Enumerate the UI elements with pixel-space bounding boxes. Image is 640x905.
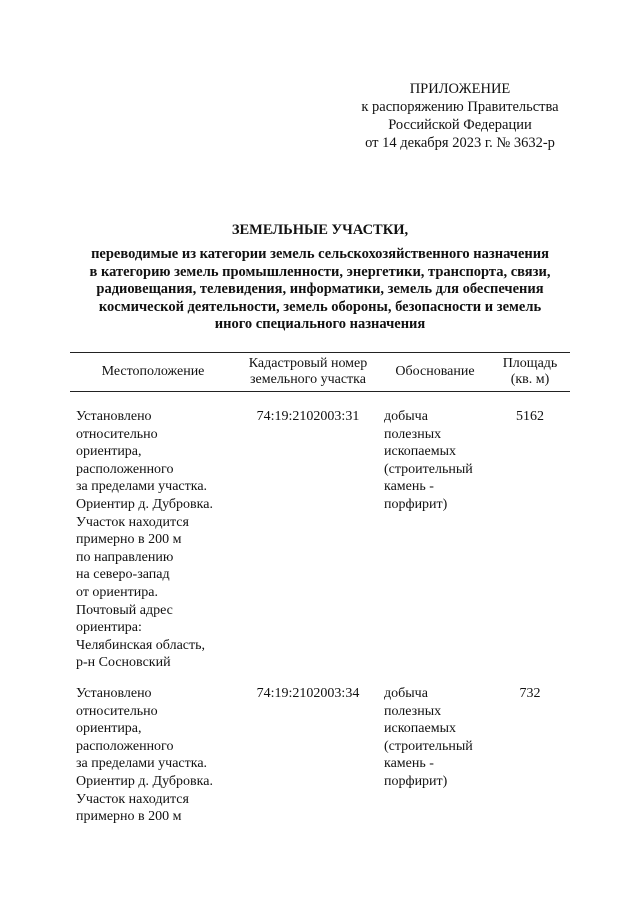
document-subtitle: [40, 246, 600, 334]
location-cell: Установлено относительно ориентира, расположенного за пределами участка. Ориентир д. Дубровка. Участок находится примерно в 200 м по направлению на северо-запад от ориентира. Почтовый адрес ориентира: Челябинская область, р-н Сосновский: [76, 409, 213, 671]
subtitle-line: радиовещания, телевидения, информатики, земель для обеспечения: [96, 281, 544, 297]
header-line: от 14 декабря 2023 г. № 3632-р: [365, 135, 555, 151]
basis-cell: добыча полезных ископаемых (строительный камень - порфирит): [384, 686, 473, 789]
header-line: к распоряжению Правительства: [361, 99, 559, 115]
subtitle-line: переводимые из категории земель сельскохозяйственного назначения: [91, 246, 549, 262]
table-header-rule: [70, 391, 570, 392]
column-header-basis: Обоснование: [395, 364, 475, 379]
column-header-location: Местоположение: [101, 364, 205, 379]
column-header-area: Площадь (кв. м): [502, 356, 558, 387]
subtitle-line: в категорию земель промышленности, энергетики, транспорта, связи,: [89, 263, 551, 280]
header-line: Российской Федерации: [388, 117, 532, 133]
area-cell: 5162: [516, 409, 544, 424]
location-cell: Установлено относительно ориентира, расположенного за пределами участка. Ориентир д. Дубровка. Участок находится примерно в 200 м: [76, 686, 213, 825]
table-top-rule: [70, 352, 570, 353]
subtitle-line: космической деятельности, земель обороны, безопасности и земель: [98, 298, 542, 315]
basis-cell: добыча полезных ископаемых (строительный камень - порфирит): [384, 409, 473, 512]
document-header: [330, 80, 590, 152]
document-title: ЗЕМЕЛЬНЫЕ УЧАСТКИ,: [231, 222, 409, 238]
cadastral-number-cell: 74:19:2102003:34: [256, 686, 360, 701]
column-header-cadastral: Кадастровый номер земельного участка: [248, 356, 368, 387]
subtitle-line: иного специального назначения: [214, 316, 426, 332]
header-line: ПРИЛОЖЕНИЕ: [409, 81, 511, 97]
cadastral-number-cell: 74:19:2102003:31: [256, 409, 360, 424]
area-cell: 732: [519, 686, 541, 701]
